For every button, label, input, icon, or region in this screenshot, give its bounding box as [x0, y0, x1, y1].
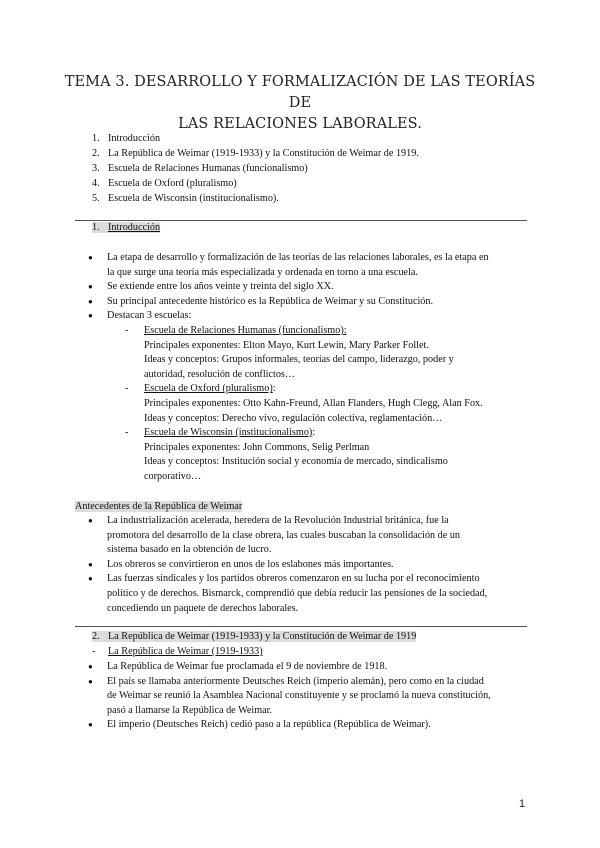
page-number: 1	[519, 798, 526, 810]
bullet-icon: ●	[88, 559, 93, 569]
toc-item: 2. La República de Weimar (1919-1933) y la Constitución de Weimar de 1919.	[92, 148, 419, 159]
school-item: - Escuela de Relaciones Humanas (funcionalismo): Principales exponentes: Elton Mayo, Kurt Lewin, Mary Parker Follet. Ideas y conceptos: Grupos informales, teorías del campo, liderazgo, poder y autoridad, resolución de conflictos…	[125, 324, 454, 380]
document-title	[60, 72, 540, 135]
bullet-icon: ●	[88, 662, 93, 671]
list-item: ● Los obreros se convirtieron en unos de los eslabones más importantes.	[88, 558, 528, 573]
antecedentes-bullets	[88, 514, 528, 616]
school-item: - Escuela de Wisconsin (institucionalismo): Principales exponentes: John Commons, Selig Perlman Ideas y conceptos: Institución social y economía de mercado, sindicalismo corporativo…	[125, 427, 448, 482]
section-2-bullets	[88, 660, 528, 733]
list-item: ● La etapa de desarrollo y formalización de las teorías de las relaciones laborales, es la etapa en la que surge una teoría más especializada y ordenada en torno a una escuela.	[88, 252, 489, 278]
title-line-1: TEMA 3. DESARROLLO Y FORMALIZACIÓN DE LAS TEORÍAS DE	[64, 74, 536, 111]
table-of-contents	[92, 131, 419, 206]
title-line-2: LAS RELACIONES LABORALES.	[178, 116, 422, 132]
section-1-heading: 1. Introducción	[92, 222, 161, 233]
list-item: ● La República de Weimar fue proclamada el 9 de noviembre de 1918.	[88, 660, 528, 675]
list-item: ● La industrialización acelerada, heredera de la Revolución Industrial británica, fue la promotora del desarrollo de la clase obrera, las cuales buscaban la consolidación de un sistema basado en la obtención de lucro.	[88, 515, 461, 556]
section-divider	[75, 626, 527, 627]
list-item: ● Destacan 3 escuelas:	[88, 309, 528, 324]
section-2-subheading: - La República de Weimar (1919-1933)	[92, 646, 263, 657]
antecedentes-heading: Antecedentes de la República de Weimar	[75, 501, 243, 512]
bullet-icon: ●	[88, 574, 93, 584]
toc-item: 5. Escuela de Wisconsin (institucionalismo).	[92, 193, 279, 204]
bullet-icon: ●	[88, 282, 93, 292]
list-item: ● Las fuerzas sindicales y los partidos obreros comenzaron en su lucha por el reconocimiento político y de derechos. Bismarck, comprendió que debía reducir las pensiones de la sociedad, concediendo un paquete de derechos laborales.	[88, 573, 488, 614]
section-2-heading: 2. La República de Weimar (1919-1933) y la Constitución de Weimar de 1919	[92, 631, 417, 642]
list-item: ● El país se llamaba anteriormente Deutsches Reich (imperio alemán), pero como en la ciudad de Weimar se reunió la Asamblea Nacional constituyente y se proclamó la nueva constitución, pasó a llamarse la República de Weimar.	[88, 675, 491, 716]
bullet-icon: ●	[88, 253, 93, 262]
list-item: ● Su principal antecedente histórico es la República de Weimar y su Constitución.	[88, 295, 528, 310]
toc-item: 4. Escuela de Oxford (pluralismo)	[92, 178, 237, 189]
bullet-icon: ●	[88, 311, 93, 321]
toc-item: 1. Introducción	[92, 133, 161, 144]
bullet-icon: ●	[88, 720, 93, 730]
toc-item: 3. Escuela de Relaciones Humanas (funcionalismo)	[92, 163, 308, 174]
bullet-icon: ●	[88, 676, 93, 686]
bullet-icon: ●	[88, 516, 93, 525]
section-1-bullets	[88, 251, 528, 485]
list-item: ● El imperio (Deutsches Reich) cedió paso a la república (República de Weimar).	[88, 718, 528, 733]
list-item: ● Se extiende entre los años veinte y treinta del siglo XX.	[88, 280, 528, 295]
bullet-icon: ●	[88, 296, 93, 306]
school-item: - Escuela de Oxford (pluralismo): Principales exponentes: Otto Kahn-Freund, Allan Flanders, Hugh Clegg, Alan Fox. Ideas y conceptos: Derecho vivo, regulación colectiva, reglamentación…	[125, 383, 483, 424]
